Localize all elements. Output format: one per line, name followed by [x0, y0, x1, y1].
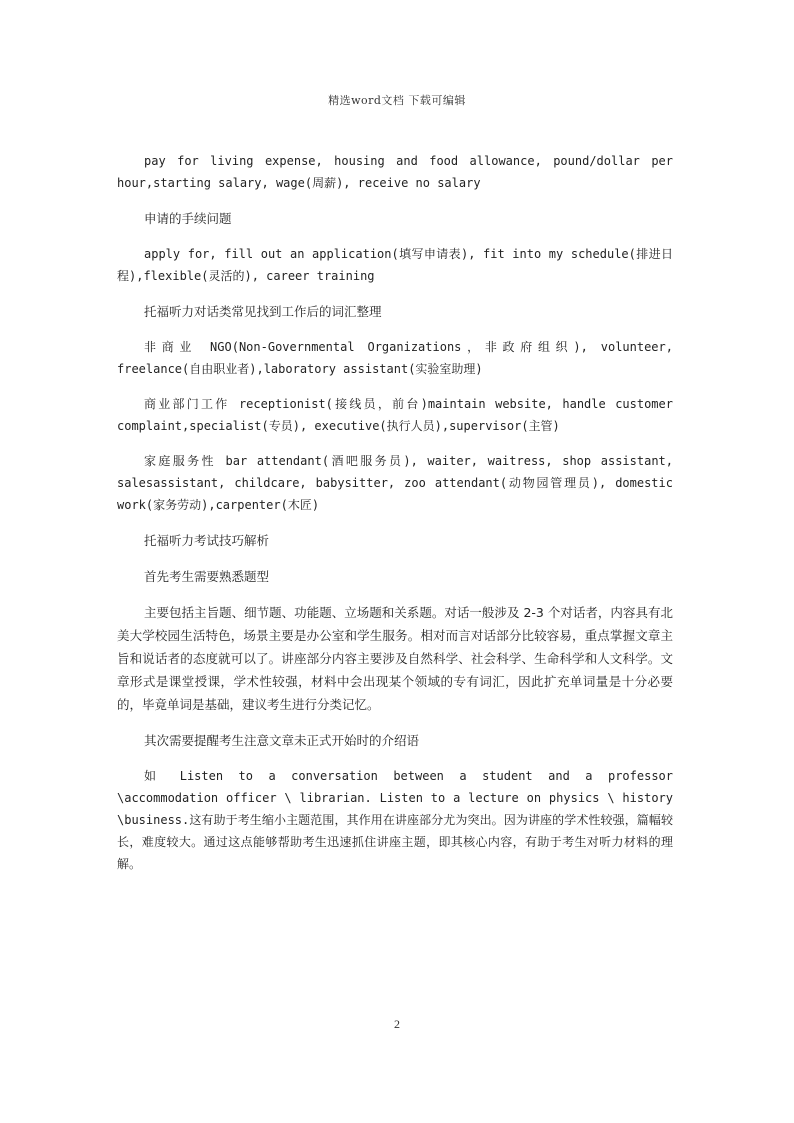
paragraph-salary-vocab: pay for living expense, housing and food allowance, pound/dollar per hour,starting salary, wage(周薪), receive no salary [117, 154, 673, 190]
paragraph-application-vocab: apply for, fill out an application(填写申请表), fit into my schedule(排进日程),flexible(灵活的), career training [117, 247, 673, 283]
document-header: 精选word文档 下载可编辑 [328, 94, 466, 107]
paragraph-commercial-vocab: 商业部门工作 receptionist(接线员，前台)maintain website, handle customer complaint,specialist(专员), executive(执行人员),supervisor(主管) [117, 397, 673, 433]
paragraph-introduction-example: 如 Listen to a conversation between a student and a professor \accommodation officer \ librarian. Listen to a lecture on physics \ history \business.这有助于考生缩小主题范围，其作用在讲座部分尤为突出。因为讲座的学术性较强，篇幅较长，难度较大。通过这点能够帮助考生迅速抓住讲座主题，即其核心内容，有助于考生对听力材料的理解。 [117, 769, 673, 871]
paragraph-noncommercial-vocab: 非商业 NGO(Non-Governmental Organizations，非政府组织), volunteer, freelance(自由职业者),laboratory assistant(实验室助理) [117, 340, 673, 376]
heading-application-procedure: 申请的手续问题 [144, 211, 232, 226]
heading-introduction-note: 其次需要提醒考生注意文章未正式开始时的介绍语 [144, 733, 420, 748]
page-number: 2 [394, 1017, 400, 1031]
heading-question-types: 首先考生需要熟悉题型 [144, 569, 270, 584]
paragraph-question-types: 主要包括主旨题、细节题、功能题、立场题和关系题。对话一般涉及 2-3 个对话者，内容具有北美大学校园生活特色，场景主要是办公室和学生服务。相对而言对话部分比较容易，重点掌握文章主旨和说话者的态度就可以了。讲座部分内容主要涉及自然科学、社会科学、生命科学和人文科学。文章形式是课堂授课，学术性较强，材料中会出现某个领域的专有词汇，因此扩充单词量是十分必要的，毕竟单词是基础，建议考生进行分类记忆。 [117, 605, 673, 712]
document-body [117, 150, 673, 875]
paragraph-domestic-service-vocab: 家庭服务性 bar attendant(酒吧服务员), waiter, waitress, shop assistant, salesassistant, childcare, babysitter, zoo attendant(动物园管理员), domestic work(家务劳动),carpenter(木匠) [117, 454, 673, 512]
heading-listening-tips: 托福听力考试技巧解析 [144, 533, 270, 548]
heading-job-vocab: 托福听力对话类常见找到工作后的词汇整理 [144, 304, 382, 319]
